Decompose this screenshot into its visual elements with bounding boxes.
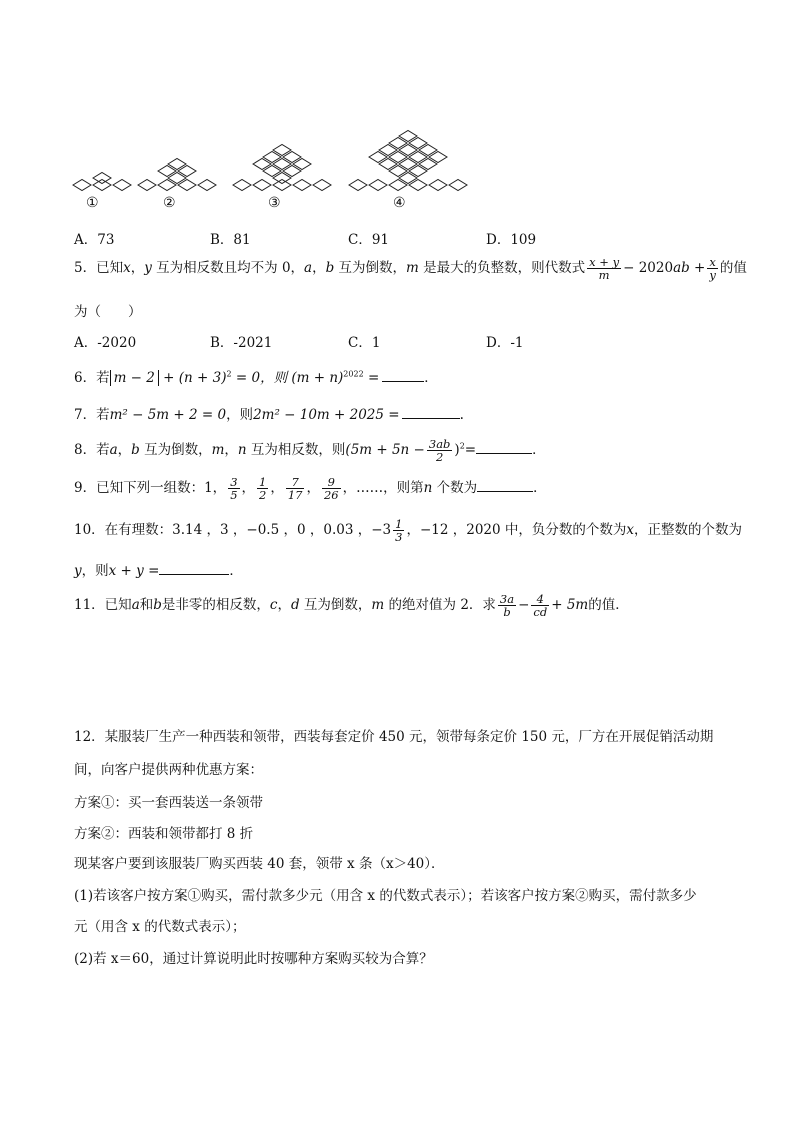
q7-text: 7．若	[74, 407, 110, 423]
question-12-plan-1: 方案①：买一套西装送一条领带	[74, 795, 263, 811]
q7-expr: 2m² − 10m + 2025 =	[253, 407, 400, 423]
fraction-numerator: 1	[395, 517, 403, 531]
q5-text: ，	[312, 260, 326, 277]
fraction-numerator: x	[709, 255, 716, 269]
q5-text: ，	[130, 260, 145, 277]
fraction-denominator: 3	[395, 530, 403, 545]
q9-text: 个数为	[432, 480, 478, 497]
question-5	[74, 256, 747, 281]
diamond-shape	[113, 180, 131, 191]
q11-var: c	[269, 597, 278, 614]
q8-var: a	[109, 442, 118, 459]
q8-text: ，	[224, 442, 238, 459]
q9-text: ，	[241, 480, 256, 497]
q5-var: m	[406, 260, 419, 277]
fraction-numerator: 3ab	[428, 437, 451, 451]
diamond-shape	[429, 180, 447, 191]
q5-text: 5．已知	[74, 260, 124, 277]
diamond-shape	[73, 180, 91, 191]
q11-expr: + 5m	[551, 597, 589, 614]
q10-mixed-fraction	[393, 518, 404, 543]
question-12-part-2: (2)若 x＝60，通过计算说明此时按哪种方案购买较为合算？	[74, 951, 433, 967]
question-11	[74, 593, 629, 618]
q11-var: b	[153, 597, 162, 614]
q5-text: 是最大的负整数，则代数式	[418, 260, 586, 277]
q5-fraction-2	[707, 256, 718, 281]
q4-option-a: A．73	[74, 232, 115, 248]
figure-label-2: ②	[163, 195, 176, 211]
question-5-line-2: 为（ ）	[74, 304, 142, 320]
diamond-shape	[138, 180, 156, 191]
diamond-shape	[233, 180, 251, 191]
q8-exponent: 2	[459, 441, 465, 451]
q7-text: ，则	[226, 407, 254, 423]
q10-text: 10．在有理数：3.14 ，3 ，−0.5 ，0 ，0.03 ，−3	[74, 522, 392, 539]
fraction-denominator: m	[598, 268, 610, 283]
q6-text: ．	[424, 370, 438, 386]
q5-var: b	[325, 260, 335, 277]
fraction-denominator: 5	[230, 488, 238, 503]
q9-var: n	[423, 480, 433, 497]
question-10-line-2	[74, 559, 243, 579]
q7-text: .	[459, 407, 464, 423]
diamond-shape	[293, 180, 311, 191]
q8-text: 8．若	[74, 442, 110, 459]
fraction-denominator: b	[503, 605, 511, 620]
q8-text: 互为倒数，	[139, 442, 212, 459]
q9-text: 9．已知下列一组数：1，	[74, 480, 227, 497]
q4-option-b: B．81	[210, 232, 251, 248]
q8-expr: )	[454, 442, 460, 459]
diamond-shape	[349, 180, 367, 191]
diamond-shape	[369, 180, 387, 191]
figure-label-3: ③	[268, 195, 281, 211]
fraction-numerator: 9	[322, 476, 341, 489]
q11-text: 的绝对值为 2．求	[384, 597, 496, 614]
q5-option-c: C．1	[348, 335, 381, 351]
q8-expr: =	[464, 442, 477, 459]
figure-label-4: ④	[393, 195, 406, 211]
question-12-part-1-cont: 元（用含 x 的代数式表示）；	[74, 919, 246, 935]
q9-text: ，	[306, 480, 320, 497]
q8-var: m	[211, 442, 225, 459]
q11-fraction-2	[531, 593, 549, 618]
q11-text: 是非零的相反数，	[161, 597, 270, 614]
q9-fraction-2	[257, 476, 268, 501]
q8-answer-blank[interactable]	[476, 441, 532, 454]
diamond-shape	[198, 180, 216, 191]
q7-expr: m² − 5m + 2 = 0	[109, 407, 227, 423]
q11-expr: −	[518, 597, 530, 614]
q11-text: ，	[277, 597, 291, 614]
question-12-line-1: 12．某服装厂生产一种西装和领带，西装每套定价 450 元，领带每条定价 150 元，厂方在开展促销活动期	[74, 729, 714, 745]
q6-text: 6．若	[74, 370, 110, 386]
fraction-numerator: 1	[259, 475, 267, 489]
q9-text: ．	[533, 480, 547, 497]
question-7	[74, 403, 464, 423]
fraction-denominator: cd	[533, 605, 548, 620]
q11-text: 和	[139, 597, 154, 614]
q11-var: a	[131, 597, 140, 614]
q10-var: x	[626, 522, 635, 539]
q5-var: x	[123, 260, 131, 277]
q5-text: 互为倒数，	[334, 260, 407, 277]
q11-text: 11．已知	[74, 597, 132, 614]
question-9	[74, 476, 547, 501]
q10-text: ．	[229, 563, 243, 579]
diamond-shape	[253, 180, 271, 191]
q5-fraction-1	[587, 256, 621, 281]
q11-text: 的值．	[588, 597, 629, 614]
q11-var: m	[371, 597, 385, 614]
question-12-line-5: 现某客户要到该服装厂购买西装 40 套，领带 x 条（x＞40）．	[74, 856, 445, 872]
q10-text: ，正整数的个数为	[634, 522, 743, 539]
figure-label-1: ①	[86, 195, 99, 211]
diamond-pattern-figure	[60, 95, 480, 220]
q5-option-b: B．-2021	[210, 335, 273, 351]
question-12-part-1: (1)若该客户按方案①购买，需付款多少元（用含 x 的代数式表示）；若该客户按方案②购买，需付款多少	[74, 888, 697, 904]
q5-var: a	[304, 260, 313, 277]
question-10	[74, 518, 742, 543]
q8-text: ．	[532, 442, 546, 459]
q5-var: y	[144, 260, 152, 277]
q4-option-d: D．109	[486, 232, 537, 248]
fraction-denominator: 17	[287, 488, 303, 503]
q9-answer-blank[interactable]	[477, 479, 533, 492]
fraction-numerator: 7	[286, 476, 305, 489]
q5-var: ab	[673, 260, 690, 277]
question-6	[74, 366, 438, 386]
diamond-shape	[313, 180, 331, 191]
q10-text: ，则	[81, 563, 109, 579]
fraction-numerator: 4	[531, 593, 549, 606]
q4-option-c: C．91	[348, 232, 390, 248]
q9-fraction-1	[228, 476, 239, 501]
question-8	[74, 438, 546, 463]
q8-var: b	[131, 442, 140, 459]
diamond-shape	[93, 180, 111, 191]
q6-expr: =	[363, 370, 380, 386]
q6-exponent: 2	[226, 369, 232, 379]
diamond-shape	[93, 173, 111, 184]
question-12-line-2: 间，向客户提供两种优惠方案：	[74, 762, 263, 778]
q9-fraction-3	[286, 476, 305, 501]
q5-text: 互为相反数且均不为 0，	[151, 260, 305, 277]
q11-var: d	[290, 597, 300, 614]
q5-expr: +	[689, 260, 706, 277]
q7-answer-blank[interactable]	[402, 406, 460, 419]
diamond-shape	[449, 180, 467, 191]
q8-text: 互为相反数，则	[246, 442, 346, 459]
q8-fraction	[427, 438, 453, 463]
q10-var: y	[74, 563, 82, 579]
q9-text: ，……，则第	[342, 480, 424, 497]
q5-text: 的值	[719, 260, 747, 277]
q9-text: ，	[270, 480, 284, 497]
q6-expr: + (n + 3)	[158, 370, 227, 386]
fraction-denominator: 2	[259, 488, 267, 503]
q6-absolute-value: m − 2	[110, 370, 159, 386]
question-12-plan-2: 方案②：西装和领带都打 8 折	[74, 826, 254, 842]
q6-answer-blank[interactable]	[382, 369, 424, 382]
fraction-denominator: y	[709, 268, 716, 283]
q6-expr: = 0，则 (m + n)	[231, 370, 344, 386]
q8-text: ，	[117, 442, 132, 459]
q5-option-d: D．-1	[486, 335, 524, 351]
fraction-numerator: 3	[230, 475, 238, 489]
q6-exponent: 2022	[343, 369, 364, 379]
q5-expr: − 2020	[623, 260, 674, 277]
fraction-denominator: 2	[435, 450, 444, 465]
q5-option-a: A．-2020	[74, 335, 137, 351]
q10-answer-blank[interactable]	[159, 562, 229, 575]
q9-fraction-4	[322, 476, 341, 501]
q8-var: n	[237, 442, 247, 459]
fraction-numerator: x + y	[589, 255, 620, 269]
q11-text: 互为倒数，	[299, 597, 372, 614]
fraction-denominator: 26	[323, 488, 339, 503]
q10-text: ，−12 ，2020 中，负分数的个数为	[406, 522, 627, 539]
fraction-numerator: 3a	[499, 592, 515, 606]
q11-fraction-1	[498, 593, 516, 618]
q10-expr: x + y =	[108, 563, 160, 579]
q8-expr: (5m + 5n −	[345, 442, 425, 459]
diamond-shape	[273, 180, 291, 191]
